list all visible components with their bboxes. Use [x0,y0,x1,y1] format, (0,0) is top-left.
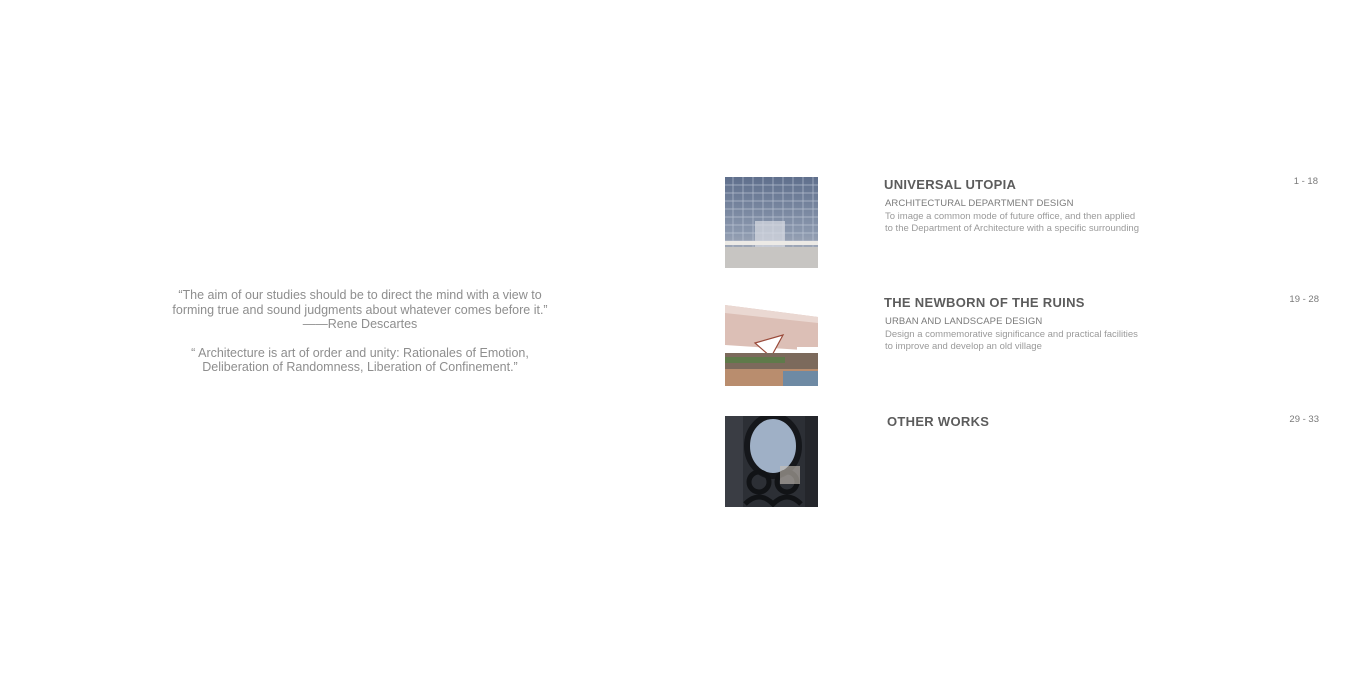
entry-title[interactable]: OTHER WORKS [887,414,990,429]
quote-attribution: ——Rene Descartes [302,317,418,331]
glass-building-image [725,177,818,268]
entry-description [885,329,1185,353]
description-line: To image a common mode of future office, and then applied [885,211,1136,222]
quote-descartes [160,288,560,332]
entry-title[interactable]: THE NEWBORN OF THE RUINS [884,295,1085,310]
quote-line: “ Architecture is art of order and unity: Rationales of Emotion, [191,345,529,360]
entry-page-range: 19 - 28 [1289,294,1319,305]
universal-utopia-thumbnail[interactable] [725,177,818,268]
quotes-block [160,288,560,375]
entry-description [885,211,1185,235]
quote-line: Deliberation of Randomness, Liberation of Confinement.” [202,360,518,374]
entry-subtitle: ARCHITECTURAL DEPARTMENT DESIGN [885,198,1074,209]
quote-line: forming true and sound judgments about whatever comes before it.” [172,302,548,317]
description-line: Design a commemorative significance and practical facilities [885,329,1138,340]
ironwork-gate-image [725,416,818,507]
entry-subtitle: URBAN AND LANDSCAPE DESIGN [885,316,1043,327]
description-line: to improve and develop an old village [885,341,1042,352]
newborn-ruins-thumbnail[interactable] [725,295,818,386]
description-line: to the Department of Architecture with a specific surrounding [885,223,1139,234]
entry-page-range: 1 - 18 [1293,176,1318,187]
quote-line: “The aim of our studies should be to direct the mind with a view to [178,288,542,302]
entry-title[interactable]: UNIVERSAL UTOPIA [884,177,1017,192]
quote-architecture [160,346,560,375]
other-works-thumbnail[interactable] [725,416,818,507]
entry-page-range: 29 - 33 [1289,414,1319,425]
ruins-render-image [725,295,818,386]
